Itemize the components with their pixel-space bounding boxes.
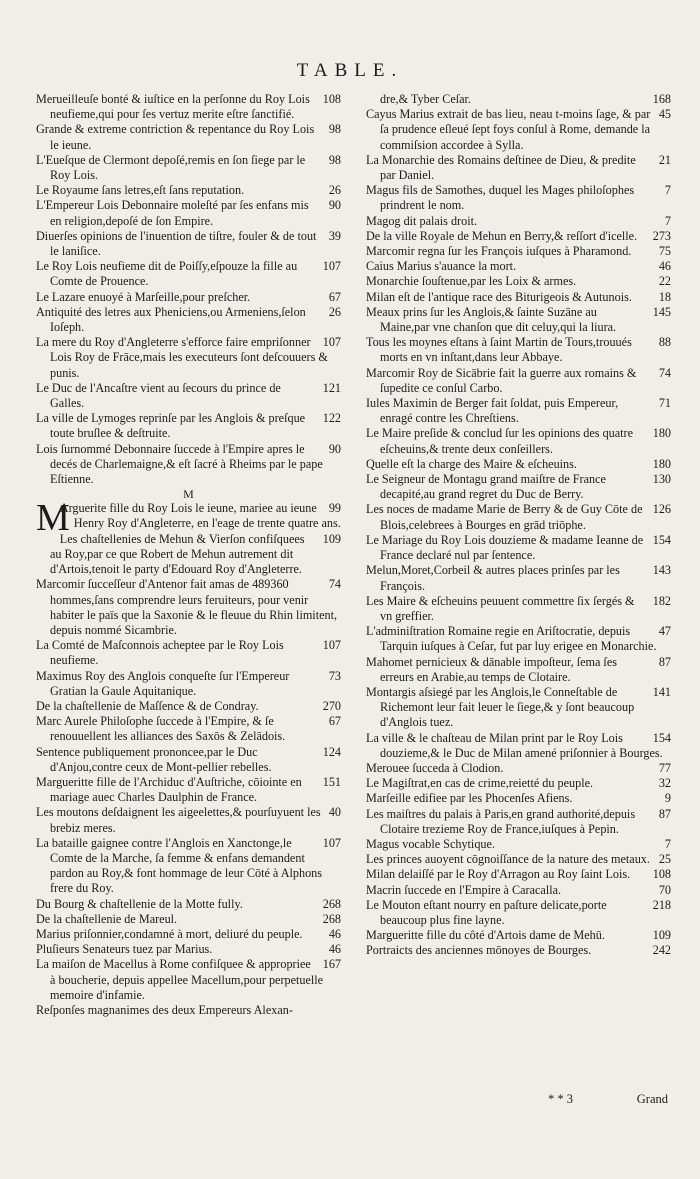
index-entry — [36, 229, 341, 259]
entry-text: Les moutons deſdaignent les aigeelettes,& pourſuyuent les brebiz meres. — [36, 805, 321, 835]
entry-text: Marcomir Roy de Sicābrie fait la guerre aux romains & ſupedite ce conſul Carbo. — [366, 365, 637, 395]
index-entry — [36, 714, 341, 744]
entry-page-number: 143 — [652, 563, 671, 578]
index-entry — [366, 92, 671, 107]
entry-text: Le Magiſtrat,en cas de crime,reietté du peuple. — [366, 776, 594, 791]
entry-text: L'Empereur Lois Debonnaire moleſté par ſes enfans mis en religion,depoſé de ſon Empire. — [36, 198, 309, 228]
entry-page-number: 46 — [328, 942, 341, 957]
index-entry — [366, 898, 671, 928]
entry-text: Milan delaiſſé par le Roy d'Arragon au Roy ſaint Lois. — [366, 867, 631, 882]
entry-text: Les noces de madame Marie de Berry & de Guy Cōte de Blois,celebrees à Bourges en grād triōphe. — [366, 502, 643, 532]
entry-text: Tous les moynes eſtans à ſaint Martin de Tours,trouués morts en vn inſtant,dans leur Abbaye. — [366, 335, 632, 365]
entry-page-number: 77 — [658, 760, 671, 775]
index-entry — [366, 883, 671, 898]
entry-page-number: 32 — [658, 776, 671, 791]
index-entry — [36, 699, 341, 714]
entry-text: Mahomet pernicieux & dānable impoſteur, ſema ſes erreurs en Arabie,au temps de Clotaire. — [366, 654, 617, 684]
entry-page-number: 7 — [664, 183, 671, 198]
entry-page-number: 107 — [322, 259, 341, 274]
entry-text: Les princes auoyent cōgnoiſſance de la nature des metaux. — [366, 852, 650, 867]
entry-page-number: 40 — [328, 805, 341, 820]
entry-page-number: 39 — [328, 228, 341, 243]
index-entry — [366, 731, 671, 761]
entry-page-number: 130 — [652, 472, 671, 487]
index-entry — [36, 122, 341, 152]
index-entry — [36, 1003, 341, 1018]
index-entry — [366, 183, 671, 213]
entry-page-number: 268 — [322, 896, 341, 911]
entry-text: L'Eueſque de Clermont depoſé,remis en ſon ſiege par le Roy Lois. — [36, 152, 306, 183]
entry-text: La bataille gaignee contre l'Anglois en Xanctonge,le Comte de la Marche, ſa femme & enfans demandent pardon au Roy,& font hommage de leur Cōté à Alphons frere du Roy. — [36, 835, 323, 896]
index-entry — [366, 837, 671, 852]
index-entry — [36, 805, 341, 835]
index-entry — [366, 943, 671, 958]
entry-page-number: 141 — [652, 684, 671, 699]
entry-text: Antiquité des letres aux Pheniciens,ou Armeniens,ſelon Ioſeph. — [36, 304, 306, 335]
entry-page-number: 67 — [328, 289, 341, 304]
index-entry — [36, 305, 341, 335]
entry-text: Milan eſt de l'antique race des Biturigeois & Autunois. — [366, 289, 632, 304]
entry-text: Pluſieurs Senateurs tuez par Marius. — [36, 942, 213, 957]
index-entry — [366, 259, 671, 274]
entry-page-number: 167 — [322, 957, 341, 972]
entry-text: Caius Marius s'auance la mort. — [366, 259, 517, 274]
index-entry — [366, 366, 671, 396]
entry-page-number: 180 — [652, 426, 671, 441]
entry-text: La Comté de Maſconnois acheptee par le Roy Lois neufieme. — [36, 638, 284, 668]
index-entry — [366, 426, 671, 456]
index-entry — [366, 472, 671, 502]
entry-page-number: 109 — [652, 928, 671, 943]
index-entry — [36, 957, 341, 1003]
entry-page-number: 98 — [328, 122, 341, 137]
entry-text: Le Royaume ſans letres,eſt ſans reputation. — [36, 183, 245, 198]
entry-text: Magus fils de Samothes, duquel les Mages philoſophes prindrent le nom. — [366, 183, 635, 213]
index-entry — [36, 669, 341, 699]
entry-page-number: 73 — [328, 668, 341, 683]
entry-text: Marcomir ſucceſſeur d'Antenor fait amas de 489360 hommes,ſans comprendre leurs feruiteurs, pour venir habiter le païs que la Saxonie & le fleuue du Rhin limitent, depuis nommé Sicambrie. — [36, 577, 338, 637]
entry-page-number: 90 — [328, 441, 341, 456]
entry-page-number: 182 — [652, 593, 671, 608]
entry-page-number: 71 — [658, 396, 671, 411]
entry-text: La mere du Roy d'Angleterre s'efforce faire empriſonner Lois Roy de Frāce,mais les executeurs ſont deſcouuers & punis. — [36, 335, 328, 380]
index-entry — [366, 655, 671, 685]
index-entry — [366, 594, 671, 624]
entry-page-number: 87 — [658, 806, 671, 821]
entry-page-number: 154 — [652, 532, 671, 547]
entry-text: Portraicts des anciennes mōnoyes de Bourges. — [366, 943, 592, 958]
entry-page-number: 47 — [658, 624, 671, 639]
entry-page-number: 107 — [322, 835, 341, 850]
entry-page-number: 75 — [658, 244, 671, 259]
index-entry — [366, 533, 671, 563]
page-title: TABLE. — [296, 60, 404, 81]
entry-text: Merouee ſucceda à Clodion. — [366, 760, 504, 775]
entry-page-number: 67 — [328, 714, 341, 729]
index-column-left — [36, 92, 341, 1018]
index-entries-l-section — [36, 92, 341, 487]
entry-page-number: 270 — [322, 698, 341, 713]
index-entry — [36, 290, 341, 305]
entry-text: La Monarchie des Romains deſtinee de Dieu, & predite par Daniel. — [366, 152, 636, 183]
index-entry — [366, 867, 671, 882]
entry-page-number: 109 — [322, 531, 341, 546]
index-entry — [36, 411, 341, 441]
index-entry — [36, 942, 341, 957]
entry-page-number: 98 — [328, 152, 341, 167]
entry-text: La ville & le chaſteau de Milan print par le Roy Lois douzieme,& le Duc de Milan amené priſonnier à Bourges. — [366, 730, 663, 760]
index-entry — [366, 153, 671, 183]
index-entry — [366, 852, 671, 867]
index-entry — [366, 807, 671, 837]
entry-text: Du Bourg & chaſtellenie de la Motte fully. — [36, 896, 243, 911]
entry-page-number: 108 — [322, 92, 341, 106]
entry-text: Le Lazare enuoyé à Marſeille,pour preſcher. — [36, 289, 251, 304]
entry-page-number: 108 — [652, 867, 671, 882]
entry-page-number: 268 — [322, 911, 341, 926]
entry-page-number: 87 — [658, 654, 671, 669]
entry-page-number: 273 — [652, 228, 671, 243]
entry-page-number: 46 — [328, 926, 341, 941]
entry-page-number: 121 — [322, 380, 341, 395]
entry-text: Diuerſes opinions de l'inuention de tiſtre, fouler & de tout le laniſice. — [36, 228, 317, 259]
entry-page-number: 74 — [658, 365, 671, 380]
index-entry — [366, 214, 671, 229]
entry-text: dre,& Tyber Ceſar. — [380, 92, 471, 106]
entry-text: Cayus Marius extrait de bas lieu, neau t-moins ſage, & par ſa prudence eſleué ſept foys conſul à Rome, demande la commiſsion accordee à Sylla. — [366, 107, 651, 152]
index-entry — [36, 912, 341, 927]
entry-page-number: 168 — [652, 92, 671, 106]
index-entry — [366, 563, 671, 593]
entry-text: La ville de Lymoges reprinſe par les Anglois & preſque toute bruſlee & deſtruite. — [36, 411, 306, 441]
entry-text: Quelle eſt la charge des Maire & eſcheuins. — [366, 456, 577, 471]
index-entries-m-section — [36, 497, 341, 1018]
entry-text: Marius priſonnier,condamné à mort, deliuré du peuple. — [36, 926, 303, 941]
index-entry — [36, 745, 341, 775]
entry-page-number: 107 — [322, 638, 341, 653]
entry-page-number: 74 — [328, 577, 341, 592]
entry-text: Marc Aurele Philoſophe ſuccede à l'Empire, & ſe renouuellent les alliances des Saxōs & Zelādois. — [36, 714, 286, 744]
index-entry — [366, 761, 671, 776]
index-entry — [36, 442, 341, 488]
entry-text: L'adminiſtration Romaine regie en Ariſtocratie, depuis Tarquin iuſques à Ceſar, fut par luy erigee en Monarchie. — [366, 624, 657, 654]
entry-page-number: 88 — [658, 335, 671, 350]
signature-mark: * * 3 — [548, 1092, 573, 1106]
index-entry — [366, 274, 671, 289]
entry-text: Melun,Moret,Corbeil & autres places prinſes par les François. — [366, 563, 620, 593]
entry-page-number: 46 — [658, 259, 671, 274]
index-entry — [36, 775, 341, 805]
index-entry — [36, 92, 341, 122]
entry-text: Le Mariage du Roy Lois douzieme & madame Ieanne de France declaré nul par ſentence. — [366, 532, 644, 563]
entry-page-number: 124 — [322, 744, 341, 759]
entry-page-number: 7 — [664, 213, 671, 228]
index-entry — [36, 198, 341, 228]
index-entry — [366, 305, 671, 335]
entry-text: Margueritte fille de l'Archiduc d'Auſtriche, cōiointe en mariage auec Charles Daulphin de France. — [36, 774, 302, 805]
drop-cap-letter: M — [36, 497, 70, 540]
index-entry — [366, 624, 671, 654]
catchword: Grand — [636, 1092, 668, 1106]
entry-text: Arguerite fille du Roy Lois le ieune, mariee au ieune Henry Roy d'Angleterre, en l'eage de trente quatre ans. — [59, 501, 341, 531]
index-entry — [36, 897, 341, 912]
entry-text: Maximus Roy des Anglois conqueſte ſur l'Empereur Gratian la Gaule Aquitanique. — [36, 668, 290, 698]
index-entry — [36, 335, 341, 381]
entry-text: Marcomir regna ſur les François iuſques à Pharamond. — [366, 244, 632, 259]
entry-page-number: 107 — [322, 335, 341, 350]
entry-page-number: 154 — [652, 730, 671, 745]
entry-page-number: 126 — [652, 502, 671, 517]
entry-page-number: 7 — [664, 836, 671, 851]
entry-page-number: 145 — [652, 304, 671, 319]
index-entry — [366, 229, 671, 244]
entry-text: Merueilleuſe bonté & iuſtice en la perſonne du Roy Lois neufieme,qui pour ſes vertuz merite eſtre ſanctifié. — [36, 92, 310, 122]
entry-text: Le Seigneur de Montagu grand maiſtre de France decapité,au grand regret du Duc de Berry. — [366, 472, 606, 502]
section-letter: M — [183, 487, 194, 502]
index-entry — [36, 532, 341, 578]
entry-text: Sentence publiquement prononcee,par le Duc d'Anjou,contre ceux de Mont-pellier rebelles. — [36, 744, 272, 774]
entry-page-number: 218 — [652, 897, 671, 912]
index-entry — [366, 928, 671, 943]
entry-text: Macrin ſuccede en l'Empire à Caracalla. — [366, 882, 562, 897]
entry-page-number: 22 — [658, 274, 671, 289]
entry-text: De la chaſtellenie de Mareul. — [36, 911, 178, 926]
index-entry — [366, 244, 671, 259]
index-entry — [366, 335, 671, 365]
entry-page-number: 99 — [328, 501, 341, 516]
entry-page-number: 26 — [328, 304, 341, 319]
entry-text: Montargis aſsiegé par les Anglois,le Conneſtable de Richemont leur fait leuer le ſiege,& y ſont beaucoup d'Anglois tuez. — [366, 684, 635, 730]
entry-text: Le Duc de l'Ancaſtre vient au ſecours du prince de Galles. — [36, 380, 281, 411]
index-entry — [366, 776, 671, 791]
index-entry — [36, 259, 341, 289]
entry-text: Les Maire & eſcheuins peuuent commettre ſix ſergés & vn greffier. — [366, 593, 635, 623]
entry-text: Margueritte fille du côté d'Artois dame de Mehū. — [366, 928, 605, 943]
index-column-right — [366, 92, 671, 959]
entry-page-number: 180 — [652, 456, 671, 471]
entry-page-number: 122 — [322, 411, 341, 426]
entry-text: Lois ſurnommé Debonnaire ſuccede à l'Empire apres le decés de Charlemaigne,& eſt ſacré à Rheims par le pape Eſtienne. — [36, 441, 323, 487]
entry-text: Monarchie ſouſtenue,par les Loix & armes. — [366, 274, 577, 289]
index-entry — [366, 107, 671, 153]
entry-page-number: 25 — [658, 852, 671, 867]
entry-text: Le Maire preſide & conclud ſur les opinions des quatre eſcheuins,& trente deux conſeillers. — [366, 426, 634, 456]
entry-page-number: 90 — [328, 198, 341, 213]
entry-page-number: 151 — [322, 774, 341, 789]
entry-text: La maiſon de Macellus à Rome confiſquee & appropriee à boucherie, depuis appellee Macellum,pour perpetuelle memoire d'infamie. — [36, 957, 324, 1002]
index-entry — [366, 502, 671, 532]
index-entry — [366, 791, 671, 806]
index-entry — [366, 396, 671, 426]
entry-page-number: 21 — [658, 152, 671, 167]
entry-text: Les chaſtellenies de Mehun & Vierſon confiſquees au Roy,par ce que Robert de Mehun autrement dit d'Artois,tenoit le party d'Edouard Roy d'Angleterre. — [50, 531, 305, 577]
entry-page-number: 70 — [658, 882, 671, 897]
entry-page-number: 26 — [328, 183, 341, 198]
entry-text: Iules Maximin de Berger fait ſoldat, puis Empereur, enragé contre les Chreſtiens. — [366, 396, 619, 426]
index-entry — [36, 638, 341, 668]
index-entry — [36, 183, 341, 198]
entry-text: Le Mouton eſtant nourry en paſture delicate,porte beaucoup plus fine layne. — [366, 897, 607, 927]
index-entry — [366, 290, 671, 305]
index-entry — [36, 381, 341, 411]
entry-text: Grande & extreme contriction & repentance du Roy Lois le ieune. — [36, 122, 315, 152]
entry-page-number: 9 — [664, 791, 671, 806]
entry-text: De la ville Royale de Mehun en Berry,& reſſort d'icelle. — [366, 228, 638, 243]
entry-page-number: 242 — [652, 943, 671, 958]
index-entry — [36, 836, 341, 897]
entry-page-number: 18 — [658, 289, 671, 304]
index-entry — [36, 927, 341, 942]
entry-page-number: 45 — [658, 107, 671, 122]
entry-text: Le Roy Lois neufieme dit de Poiſſy,eſpouze la fille au Comte de Prouence. — [36, 259, 298, 289]
index-entry — [36, 577, 341, 638]
entry-text: Reſponſes magnanimes des deux Empereurs Alexan- — [36, 1002, 293, 1017]
index-entry — [366, 685, 671, 731]
entry-text: De la chaſtellenie de Maſſence & de Condray. — [36, 698, 259, 713]
index-entry — [36, 153, 341, 183]
index-entry — [366, 457, 671, 472]
entry-text: Meaux prins ſur les Anglois,& ſainte Suzāne au Maine,par vne chanſon que dit celuy,qui la liura. — [366, 304, 617, 335]
entry-text: Magus vocable Schytique. — [366, 836, 495, 851]
entry-text: Magog dit palais droit. — [366, 213, 478, 228]
entry-text: Les maiſtres du palais à Paris,en grand authorité,depuis Clotaire trezieme Roy de France,iuſques à Pepin. — [366, 806, 636, 836]
entry-text: Marſeille edifiee par les Phocenſes Afiens. — [366, 791, 573, 806]
